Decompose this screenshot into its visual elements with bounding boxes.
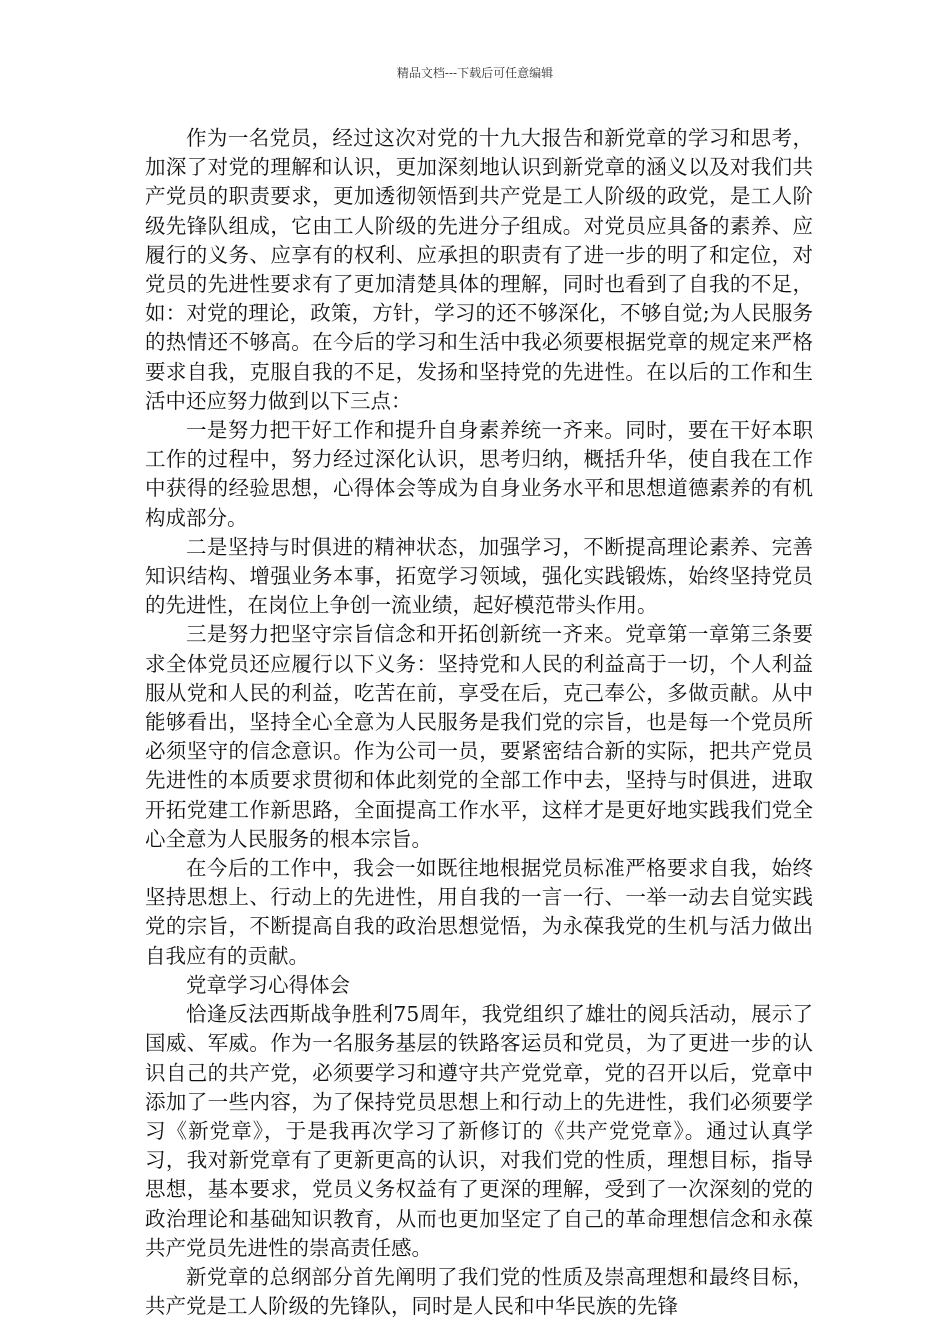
paragraph-point-one: 一是努力把干好工作和提升自身素养统一齐来。同时，要在干好本职工作的过程中，努力经过深化认识，思考归纳，概括升华，使自我在工作中获得的经验思想，心得体会等成为自身业务水平和思想道德素养的有机构成部分。	[145, 418, 813, 530]
document-body	[145, 124, 813, 1321]
paragraph-conclusion: 在今后的工作中，我会一如既往地根据党员标准严格要求自我，始终坚持思想上、行动上的先进性，用自我的一言一行、一举一动去自觉实践党的宗旨，不断提高自我的政治思想觉悟，为永葆我党的生机与活力做出自我应有的贡献。	[145, 856, 813, 968]
paragraph-section-body: 新党章的总纲部分首先阐明了我们党的性质及崇高理想和最终目标，共产党是工人阶级的先锋队，同时是人民和中华民族的先锋	[145, 1264, 813, 1319]
paragraph-point-three: 三是努力把坚守宗旨信念和开拓创新统一齐来。党章第一章第三条要求全体党员还应履行以下义务：坚持党和人民的利益高于一切，个人利益服从党和人民的利益，吃苦在前，享受在后，克己奉公，多做贡献。从中能够看出，坚持全心全意为人民服务是我们党的宗旨，也是每一个党员所必须坚守的信念意识。作为公司一员，要紧密结合新的实际，把共产党员先进性的本质要求贯彻和体此刻党的全部工作中去，坚持与时俱进，进取开拓党建工作新思路，全面提高工作水平，这样才是更好地实践我们党全心全意为人民服务的根本宗旨。	[145, 622, 813, 851]
paragraph-section-intro: 恰逢反法西斯战争胜利75周年，我党组织了雄壮的阅兵活动，展示了国威、军威。作为一名服务基层的铁路客运员和党员，为了更进一步的认识自己的共产党，必须要学习和遵守共产党党章，党的召开以后，党章中添加了一些内容，为了保持党员思想上和行动上的先进性，我们必须要学习《新党章》，于是我再次学习了新修订的《共产党党章》。通过认真学习，我对新党章有了更新更高的认识，对我们党的性质，理想目标，指导思想，基本要求，党员义务权益有了更深的理解，受到了一次深刻的党的政治理论和基础知识教育，从而也更加坚定了自己的革命理想信念和永葆共产党员先进性的崇高责任感。	[145, 1002, 813, 1260]
paragraph-intro: 作为一名党员，经过这次对党的十九大报告和新党章的学习和思考，加深了对党的理解和认识，更加深刻地认识到新党章的涵义以及对我们共产党员的职责要求，更加透彻领悟到共产党是工人阶级的政党，是工人阶级先锋队组成，它由工人阶级的先进分子组成。对党员应具备的素养、应履行的义务、应享有的权利、应承担的职责有了进一步的明了和定位，对党员的先进性要求有了更加清楚具体的理解，同时也看到了自我的不足，如：对党的理论，政策，方针，学习的还不够深化，不够自觉;为人民服务的热情还不够高。在今后的学习和生活中我必须要根据党章的规定来严格要求自我，克服自我的不足，发扬和坚持党的先进性。在以后的工作和生活中还应努力做到以下三点：	[145, 126, 813, 413]
page-header: 精品文档---下载后可任意编辑	[396, 66, 554, 80]
paragraph-point-two: 二是坚持与时俱进的精神状态，加强学习，不断提高理论素养、完善知识结构、增强业务本事，拓宽学习领域，强化实践锻炼，始终坚持党员的先进性，在岗位上争创一流业绩，起好模范带头作用。	[145, 534, 813, 618]
section-heading: 党章学习心得体会	[186, 972, 350, 997]
